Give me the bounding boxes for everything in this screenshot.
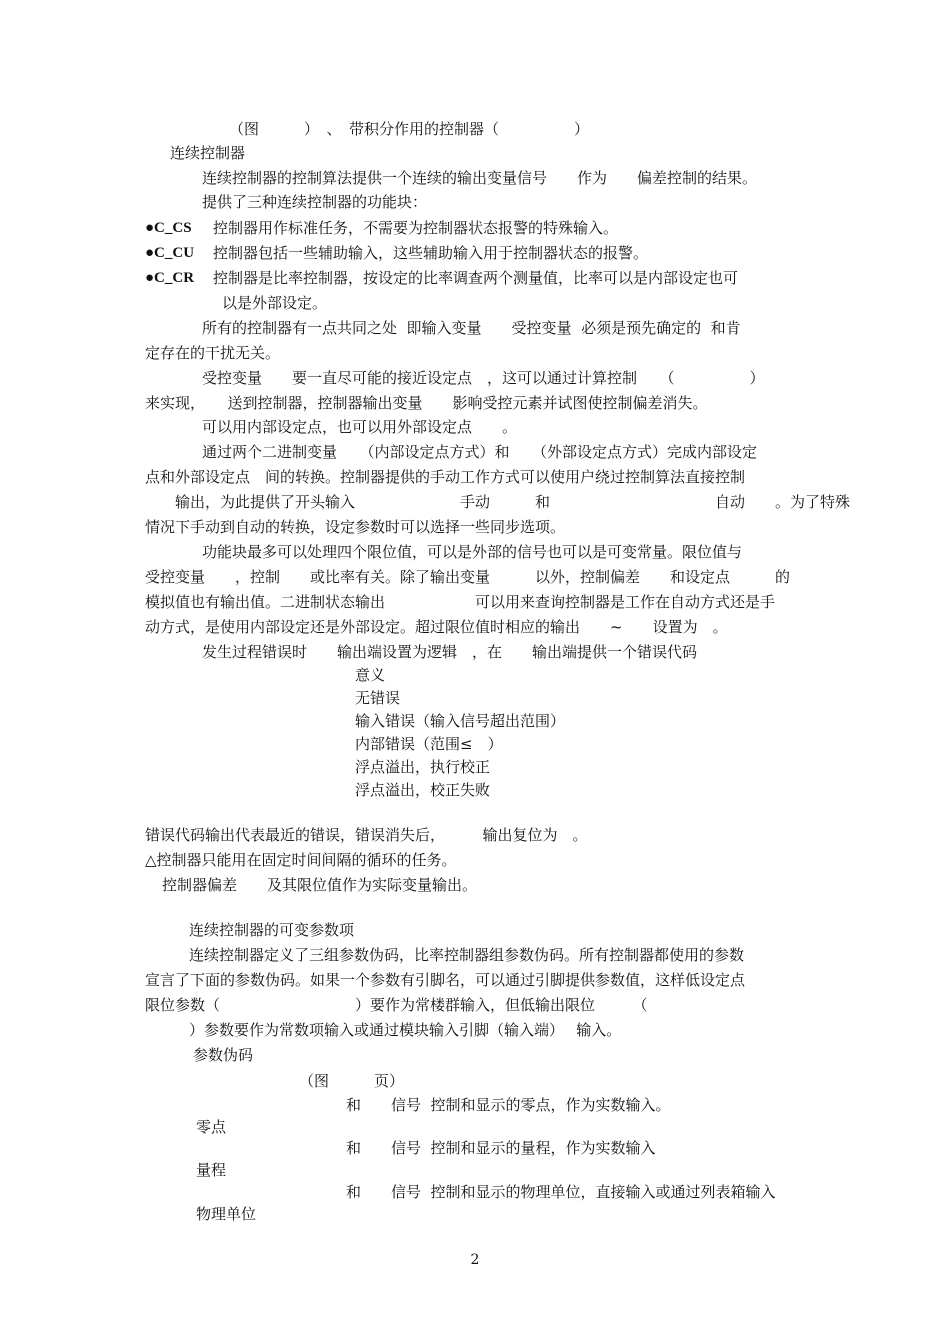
paragraph-line: 限位参数（ ）要作为常楼群输入，但低输出限位 （ — [145, 996, 648, 1014]
note-line: 控制器偏差 及其限位值作为实际变量输出。 — [162, 876, 478, 894]
paragraph-line: 模拟值也有输出值。二进制状态输出 可以用来查询控制器是工作在自动方式还是手 — [145, 593, 776, 611]
paragraph-line: 发生过程错误时 输出端设置为逻辑 ，在 输出端提供一个错误代码 — [202, 643, 698, 661]
paragraph-line: 功能块最多可以处理四个限位值，可以是外部的信号也可以是可变常量。限位值与 — [202, 543, 743, 561]
param-description: 和 信号 控制和显示的零点，作为实数输入。 — [346, 1096, 671, 1114]
bullet-text: 控制器是比率控制器，按设定的比率调查两个测量值，比率可以是内部设定也可 — [213, 269, 739, 287]
paragraph-line: 所有的控制器有一点共同之处 即输入变量 受控变量 必须是预先确定的 和肯 — [202, 319, 741, 337]
paragraph-line: 受控变量 要一直尽可能的接近设定点 ，这可以通过计算控制 （ ） — [202, 369, 765, 387]
param-label: 量程 — [196, 1161, 227, 1179]
paragraph-line: 宣言了下面的参数伪码。如果一个参数有引脚名，可以通过引脚提供参数值，这样低设定点 — [145, 971, 746, 989]
subheading: 参数伪码 — [193, 1046, 254, 1064]
error-table-row: 浮点溢出，执行校正 — [355, 758, 491, 776]
param-description: 和 信号 控制和显示的量程，作为实数输入 — [346, 1139, 656, 1157]
note-line: 错误代码输出代表最近的错误，错误消失后， 输出复位为 。 — [145, 826, 588, 844]
section-heading: 连续控制器的可变参数项 — [189, 921, 355, 939]
bullet-text: 以是外部设定。 — [222, 294, 328, 312]
figure-reference: （图 页） — [299, 1072, 405, 1090]
error-table-row: 无错误 — [355, 689, 401, 707]
paragraph-line: 动方式，是使用内部设定还是外部设定。超过限位值时相应的输出 ~ 设置为 。 — [145, 618, 728, 636]
figure-caption: （图 ） 、 带积分作用的控制器（ ） — [229, 120, 590, 138]
paragraph-line: ）参数要作为常数项输入或通过模块输入引脚（输入端） 输入。 — [189, 1021, 622, 1039]
error-table-row: 内部错误（范围≤ ） — [355, 735, 503, 753]
param-label: 零点 — [196, 1118, 227, 1136]
param-description: 和 信号 控制和显示的物理单位，直接输入或通过列表箱输入 — [346, 1183, 776, 1201]
paragraph-line: 受控变量 ，控制 或比率有关。除了输出变量 以外，控制偏差 和设定点 的 — [145, 568, 791, 586]
page-number: 2 — [470, 1252, 480, 1268]
error-table-row: 输入错误（输入信号超出范围） — [355, 712, 566, 730]
section-heading: 连续控制器 — [170, 144, 246, 162]
paragraph-line: 来实现， 送到控制器，控制器输出变量 影响受控元素并试图使控制偏差消失。 — [145, 394, 708, 412]
bullet-text: 控制器用作标准任务，不需要为控制器状态报警的特殊输入。 — [213, 219, 619, 237]
paragraph-line: 连续控制器的控制算法提供一个连续的输出变量信号 作为 偏差控制的结果。 — [202, 169, 758, 187]
paragraph-line: 定存在的干扰无关。 — [145, 344, 281, 362]
param-label: 物理单位 — [196, 1205, 257, 1223]
paragraph-line: 通过两个二进制变量 （内部设定点方式）和 （外部设定点方式）完成内部设定 — [202, 443, 758, 461]
paragraph-line: 提供了三种连续控制器的功能块： — [202, 193, 428, 211]
paragraph-line: 连续控制器定义了三组参数伪码，比率控制器组参数伪码。所有控制器都使用的参数 — [189, 946, 745, 964]
bullet-code: ●C_CS — [145, 220, 192, 236]
paragraph-line: 点和外部设定点 间的转换。控制器提供的手动工作方式可以使用户绕过控制算法直接控制 — [145, 468, 746, 486]
paragraph-line: 可以用内部设定点，也可以用外部设定点 。 — [202, 418, 518, 436]
error-table-header: 意义 — [355, 666, 386, 684]
note-line: △控制器只能用在固定时间间隔的循环的任务。 — [145, 851, 457, 869]
paragraph-line: 情况下手动到自动的转换，设定参数时可以选择一些同步选项。 — [145, 518, 566, 536]
error-table-row: 浮点溢出，校正失败 — [355, 781, 491, 799]
paragraph-line: 输出，为此提供了开头输入 手动 和 自动 。为了特殊 — [145, 493, 851, 511]
bullet-code: ●C_CR — [145, 270, 195, 286]
bullet-code: ●C_CU — [145, 245, 195, 261]
bullet-text: 控制器包括一些辅助输入，这些辅助输入用于控制器状态的报警。 — [213, 244, 649, 262]
